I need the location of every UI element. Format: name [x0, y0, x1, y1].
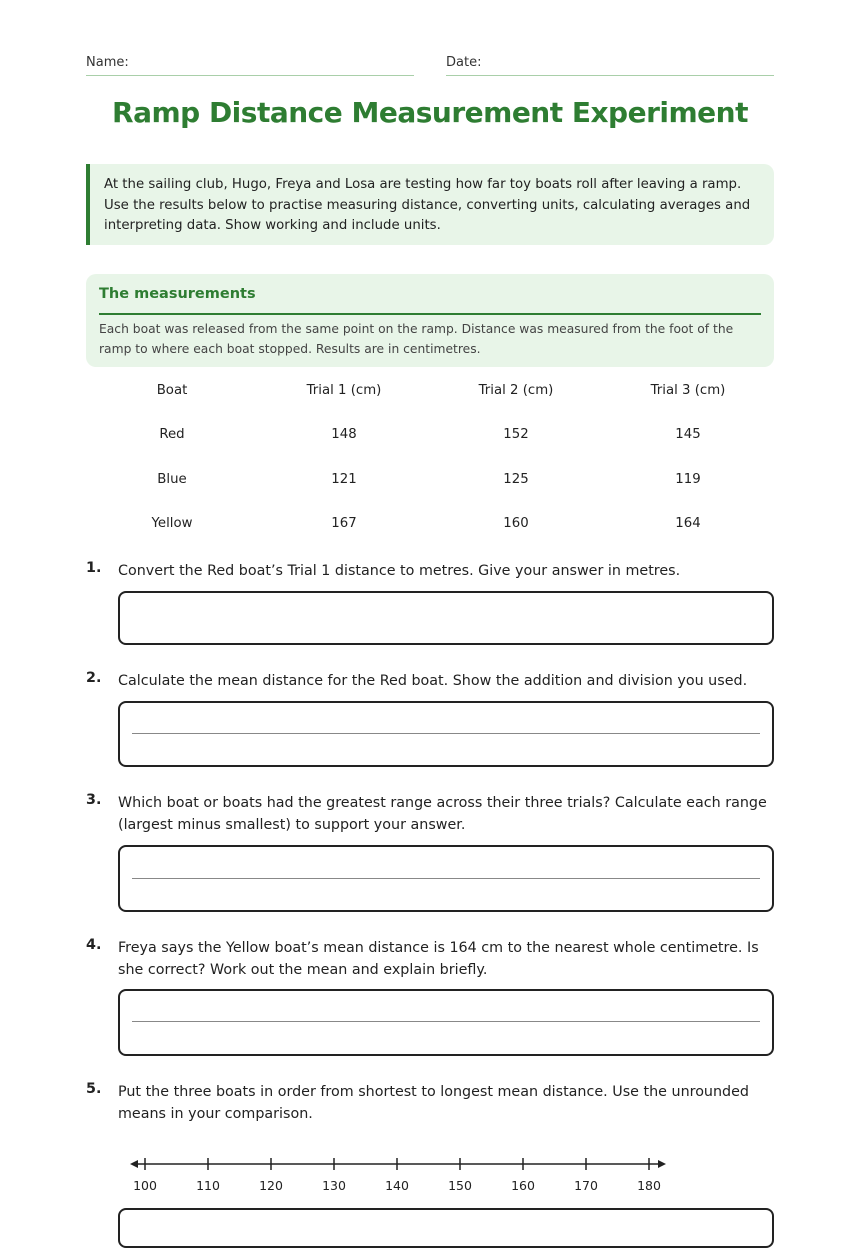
answer-box-5[interactable] [118, 1208, 774, 1248]
number-line-tick-label: 140 [385, 1178, 409, 1193]
question-number: 1. [86, 560, 102, 576]
number-line-tick-label: 110 [196, 1178, 220, 1193]
number-line-svg [130, 1150, 670, 1200]
number-line-tick-label: 180 [637, 1178, 661, 1193]
number-line-tick-label: 130 [322, 1178, 346, 1193]
measurements-heading: The measurements [99, 286, 256, 302]
answer-box-4[interactable] [118, 989, 774, 1056]
table-header-cell: Boat [156, 382, 188, 398]
table-cell: Yellow [151, 516, 193, 532]
right-arrow-icon [658, 1160, 666, 1168]
answer-box-3[interactable] [118, 845, 774, 912]
answer-line [132, 733, 760, 734]
table-cell: 145 [675, 427, 701, 443]
name-label: Name: [86, 55, 129, 70]
table-cell: 164 [675, 516, 701, 532]
question-text: Calculate the mean distance for the Red boat. Show the addition and division you used. [118, 673, 748, 689]
answer-line [132, 1021, 760, 1022]
table-row [86, 457, 774, 502]
number-line-tick-label: 160 [511, 1178, 535, 1193]
date-field[interactable] [446, 54, 774, 76]
table-cell: 160 [503, 516, 529, 532]
table-cell: 119 [675, 471, 701, 487]
question-number: 5. [86, 1081, 102, 1097]
table-header-cell: Trial 2 (cm) [478, 382, 554, 398]
measurements-panel [86, 274, 774, 367]
left-arrow-icon [130, 1160, 138, 1168]
table-cell: 167 [331, 516, 357, 532]
answer-box-2[interactable] [118, 701, 774, 767]
question-text: Which boat or boats had the greatest range across their three trials? Calculate each range (largest minus smallest) to support your answer. [118, 795, 767, 833]
results-table [86, 368, 774, 546]
table-header-row [86, 368, 774, 413]
number-line-tick-label: 120 [259, 1178, 283, 1193]
table-cell: 125 [503, 471, 529, 487]
answer-line [132, 878, 760, 879]
question-text: Convert the Red boat’s Trial 1 distance to metres. Give your answer in metres. [118, 563, 681, 579]
date-label: Date: [446, 55, 482, 70]
question-text: Put the three boats in order from shortest to longest mean distance. Use the unrounded means in your comparison. [118, 1084, 750, 1122]
number-line-tick-label: 170 [574, 1178, 598, 1193]
table-cell: 121 [331, 471, 357, 487]
worksheet-title: Ramp Distance Measurement Experiment [112, 96, 748, 129]
number-line-tick-label: 100 [133, 1178, 157, 1193]
intro-panel: At the sailing club, Hugo, Freya and Losa are testing how far toy boats roll after leaving a ramp. Use the results below to practise measuring distance, converting units, calculating averages and interpreting data. Show working and include units. [86, 164, 774, 245]
question-number: 4. [86, 937, 102, 953]
table-cell: Blue [157, 471, 187, 487]
table-header-cell: Trial 1 (cm) [306, 382, 382, 398]
heading-divider [99, 313, 761, 315]
measurements-description: Each boat was released from the same point on the ramp. Distance was measured from the foot of the ramp to where each boat stopped. Results are in centimetres. [99, 322, 734, 356]
name-field[interactable] [86, 54, 414, 76]
header-fields [86, 54, 774, 76]
number-line [130, 1150, 670, 1200]
table-cell: Red [159, 427, 185, 443]
question-number: 3. [86, 792, 102, 808]
question-text: Freya says the Yellow boat’s mean distance is 164 cm to the nearest whole centimetre. Is she correct? Work out the mean and explain briefly. [118, 940, 759, 978]
table-header-cell: Trial 3 (cm) [650, 382, 726, 398]
table-cell: 148 [331, 427, 357, 443]
table-row [86, 502, 774, 547]
table-row [86, 413, 774, 458]
question-number: 2. [86, 670, 102, 686]
table-cell: 152 [503, 427, 529, 443]
answer-box-1[interactable] [118, 591, 774, 645]
number-line-tick-label: 150 [448, 1178, 472, 1193]
